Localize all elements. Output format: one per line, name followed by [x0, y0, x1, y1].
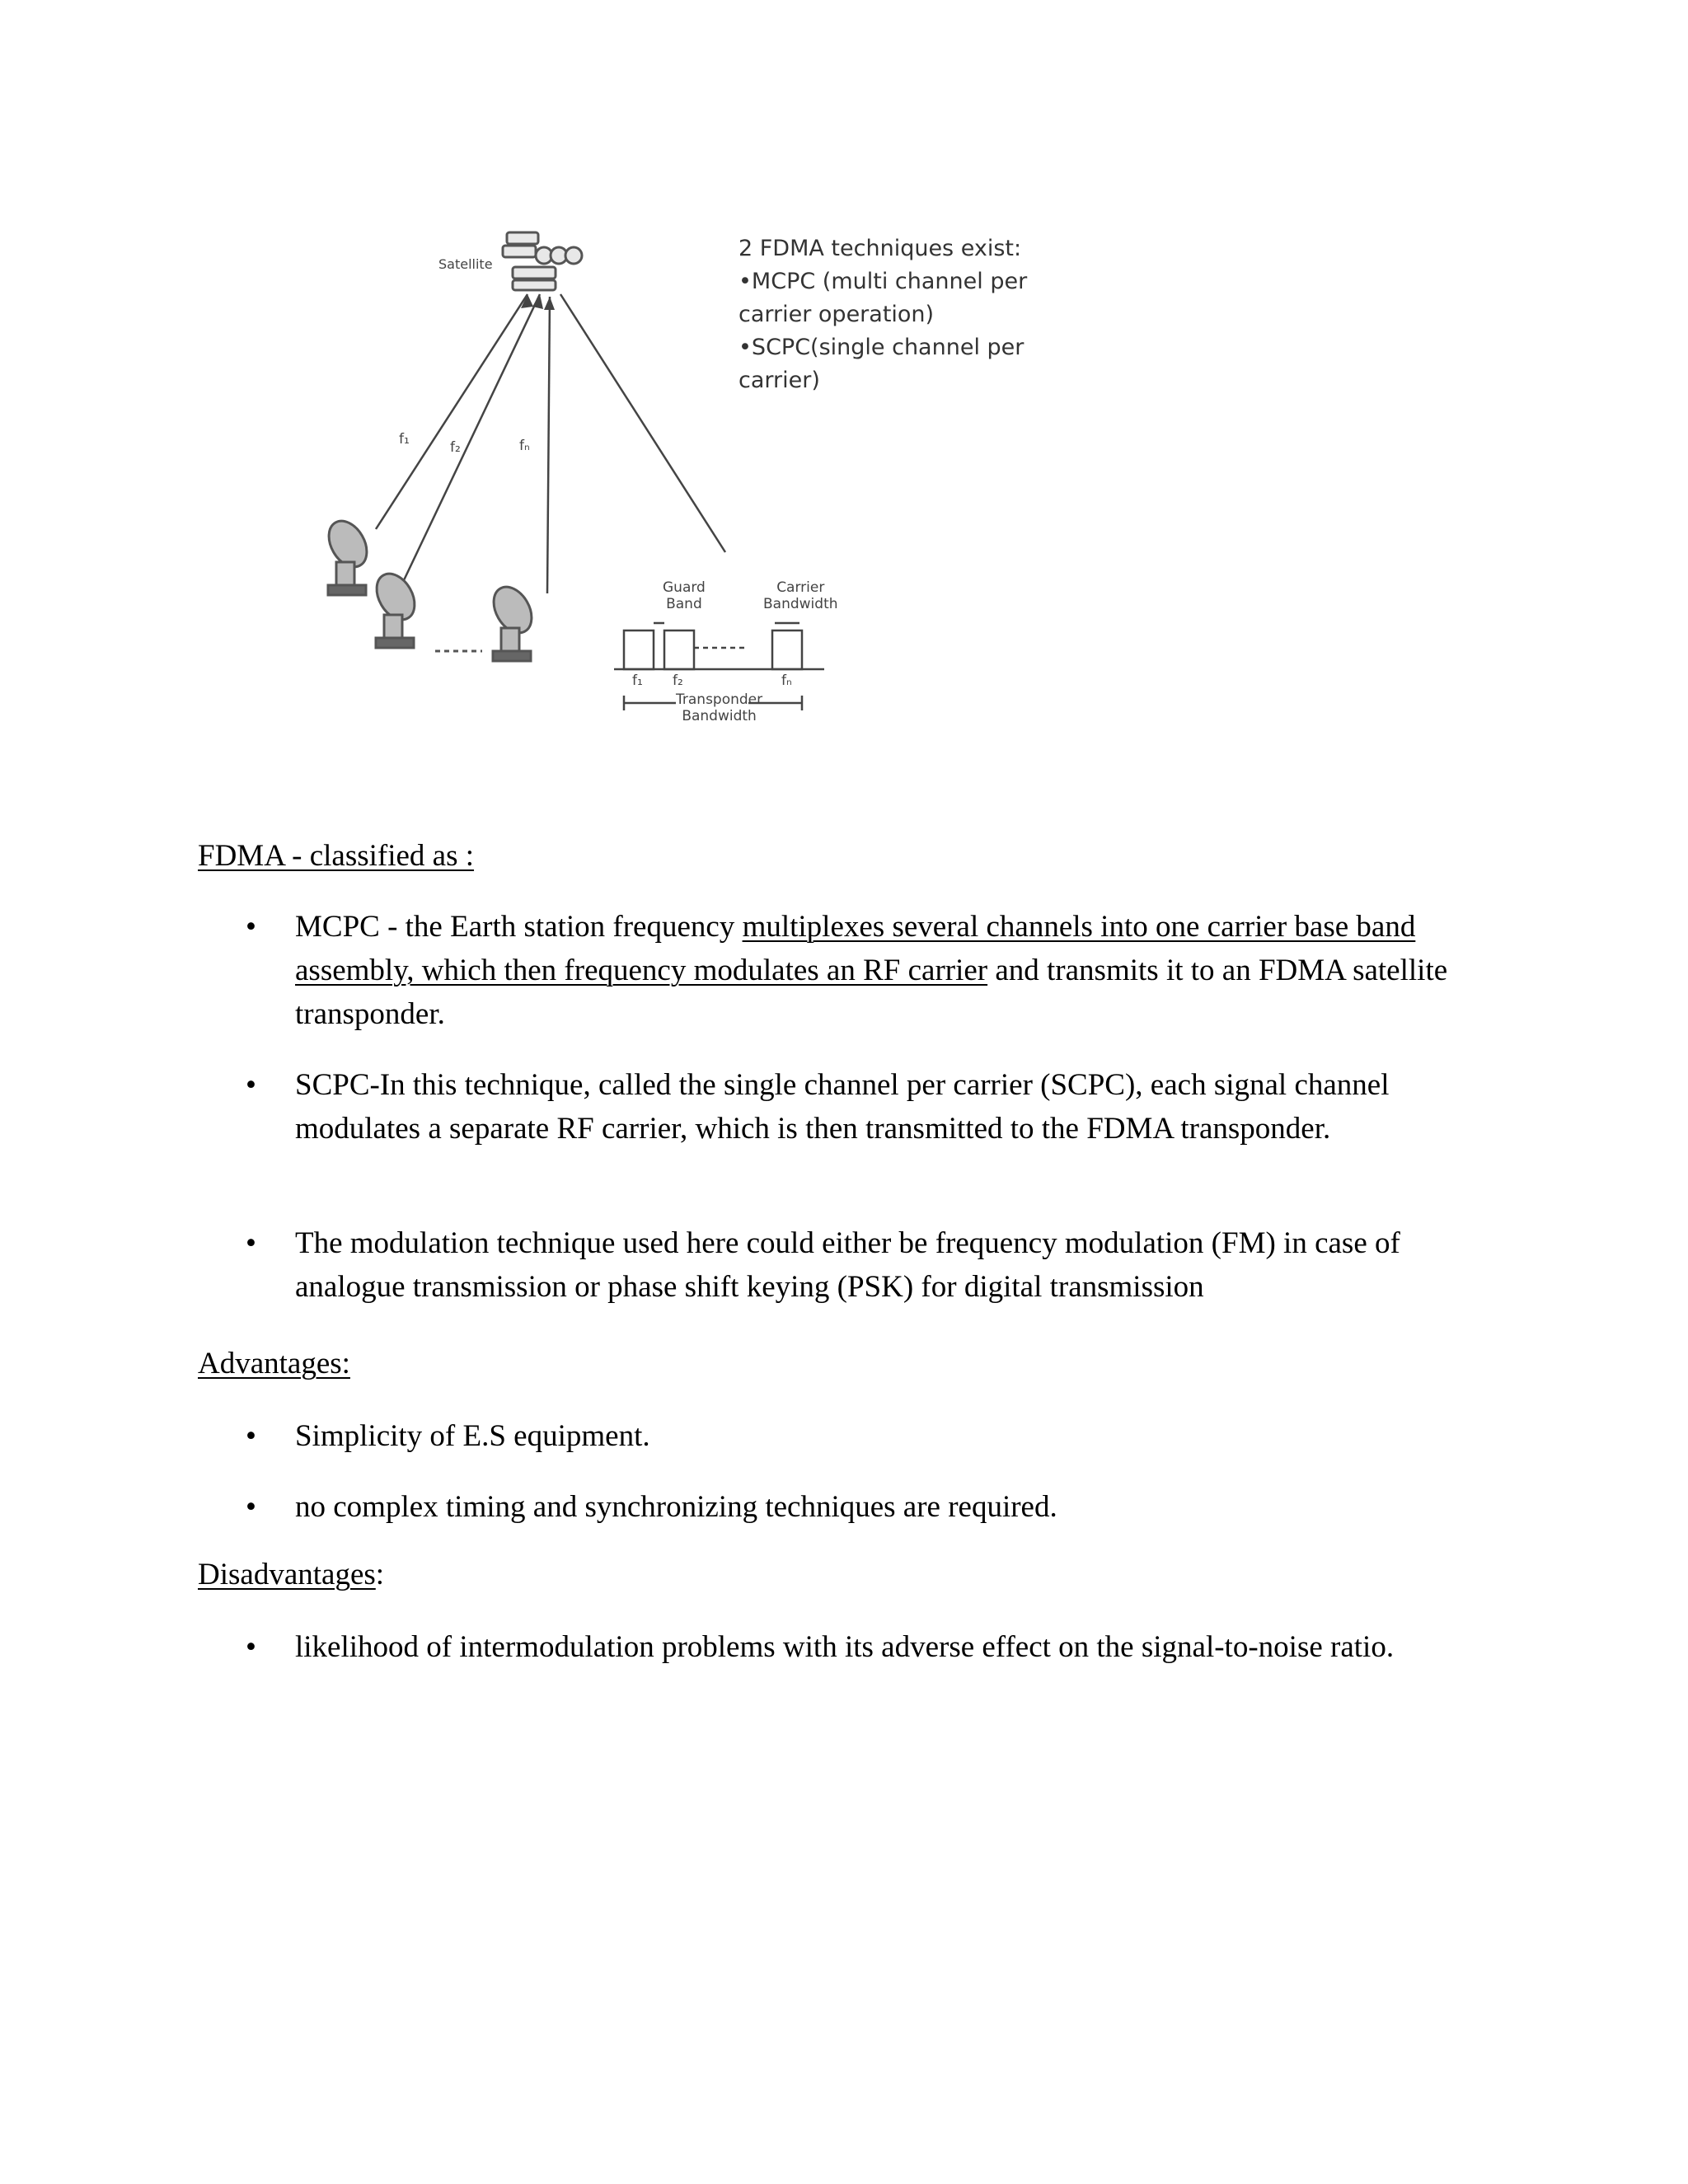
- fdma-heading-text: FDMA - classified as :: [198, 839, 475, 873]
- fn-label: fₙ: [519, 438, 530, 454]
- bullet-dot: •: [246, 1068, 256, 1102]
- mcpc-text-post: and transmits it to an FDMA satellite transponder.: [295, 954, 1448, 1031]
- advantages-heading-text: Advantages:: [198, 1347, 350, 1380]
- mcpc-text-underlined: multiplexes several channels into one carrier base band assembly, which then frequency modulates an RF carrier: [295, 910, 1416, 987]
- axis-fn-label: fₙ: [781, 673, 792, 689]
- bullet-dot: •: [246, 910, 256, 944]
- list-item-text: The modulation technique used here could either be frequency modulation (FM) in case of analogue transmission or phase shift keying (PSK) for digital transmission: [295, 1226, 1400, 1304]
- beam-f1: [376, 294, 528, 529]
- caption-line: •SCPC(single channel per: [738, 335, 1025, 360]
- bullet-dot: •: [246, 1419, 256, 1453]
- earth-station-2-icon: [369, 567, 423, 648]
- list-item-text: no complex timing and synchronizing techniques are required.: [295, 1490, 1057, 1524]
- list-item-text: Simplicity of E.S equipment.: [295, 1419, 650, 1453]
- advantages-heading: [198, 1345, 350, 1383]
- caption-line: •MCPC (multi channel per: [738, 269, 1028, 294]
- f1-label: f₁: [399, 431, 410, 448]
- caption-line: 2 FDMA techniques exist:: [738, 236, 1022, 261]
- list-item-text: [295, 905, 1482, 1036]
- fdma-heading: [198, 837, 474, 875]
- earth-station-1-icon: [321, 514, 375, 595]
- bullet-dot: •: [246, 1226, 256, 1260]
- earth-station-n-icon: [486, 580, 540, 661]
- mcpc-text-pre: MCPC - the Earth station frequency: [295, 910, 743, 944]
- axis-f1-label: f₁: [632, 673, 643, 689]
- guard-band-label: Guard Band: [663, 579, 706, 612]
- carrier-f1: [624, 630, 654, 669]
- axis-f2-label: f₂: [673, 673, 683, 689]
- f2-label: f₂: [450, 439, 461, 456]
- bullet-dot: •: [246, 1630, 256, 1664]
- beam-fn: [547, 297, 550, 593]
- carrier-fn: [772, 630, 802, 669]
- satellite-label: Satellite: [438, 256, 493, 272]
- carrier-f2: [664, 630, 694, 669]
- disadvantages-heading-colon: :: [375, 1558, 385, 1591]
- fdma-diagram: [297, 216, 1039, 743]
- satellite-icon: [503, 232, 582, 290]
- disadvantages-heading: [198, 1556, 384, 1594]
- beam-to-spectrum: [560, 294, 725, 552]
- bullet-dot: •: [246, 1490, 256, 1524]
- figure-caption: [738, 232, 1052, 397]
- list-item-text: likelihood of intermodulation problems with its adverse effect on the signal-to-noise ratio.: [295, 1630, 1395, 1664]
- carrier-bandwidth-label: Carrier Bandwidth: [763, 579, 838, 612]
- list-item-text: SCPC-In this technique, called the single channel per carrier (SCPC), each signal channel modulates a separate RF carrier, which is then transmitted to the FDMA transponder.: [295, 1068, 1390, 1146]
- transponder-bandwidth-label: Transponder Bandwidth: [676, 691, 763, 724]
- disadvantages-heading-text: Disadvantages: [198, 1558, 376, 1591]
- caption-line: carrier operation): [738, 302, 935, 327]
- caption-line: carrier): [738, 368, 820, 393]
